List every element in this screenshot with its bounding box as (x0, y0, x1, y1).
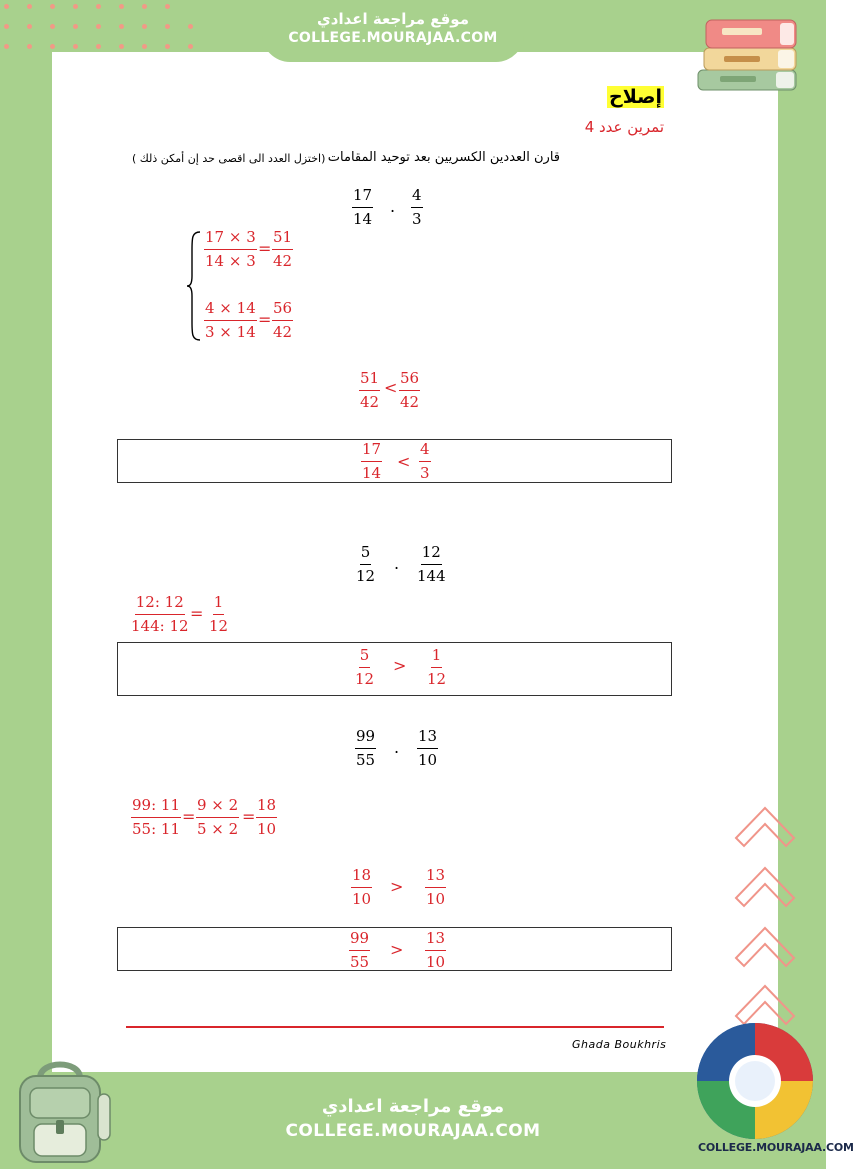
header-site-url: COLLEGE.MOURAJAA.COM (288, 30, 498, 46)
logo-site-url: COLLEGE.MOURAJAA.COM (698, 1141, 854, 1154)
equals-sign: = (258, 239, 272, 258)
decorative-dot (27, 24, 32, 29)
separator-dot: . (394, 738, 400, 757)
footer-site-name-ar: موقع مراجعة اعدادي (321, 1096, 505, 1117)
system-brace (186, 230, 202, 342)
header-site-banner[interactable] (262, 0, 524, 62)
decorative-dot (119, 4, 124, 9)
instruction-text: قارن العددين الكسريين بعد توحيد المقامات (327, 150, 560, 165)
fraction-ans2-left: $\frac{5}{12}$ (355, 646, 375, 688)
fraction-q3-left: $\frac{99}{55}$ (356, 727, 376, 769)
decorative-dot (188, 24, 193, 29)
fraction-step-rhs: $\frac{1}{12}$ (209, 593, 229, 635)
fraction-ans1-right: $\frac{4}{3}$ (420, 440, 430, 482)
comparison-sign: > (390, 877, 404, 896)
subjects-wheel-icon (694, 1020, 816, 1142)
decorative-dot (73, 24, 78, 29)
comparison-sign: < (384, 378, 398, 397)
exercise-label: تمرين عدد 4 (584, 118, 664, 136)
decorative-dots (4, 4, 204, 54)
author-signature: Ghada Boukhris (572, 1038, 667, 1051)
equals-sign: = (258, 310, 272, 329)
decorative-dot (119, 24, 124, 29)
footer-site-url: COLLEGE.MOURAJAA.COM (285, 1121, 541, 1141)
decorative-dot (142, 24, 147, 29)
fraction-step1-rhs: $\frac{51}{42}$ (273, 228, 293, 270)
decorative-dot (96, 44, 101, 49)
fraction-ans2-right: $\frac{1}{12}$ (427, 646, 447, 688)
decorative-dot (165, 4, 170, 9)
fraction-step2-rhs: $\frac{56}{42}$ (273, 299, 293, 341)
fraction-step-b: $\frac{9 \times 2}{5 \times 2}$ (197, 796, 239, 838)
fraction-step2-lhs: $\frac{4 \times 14}{3 \times 14}$ (205, 299, 256, 341)
answer-box-1 (117, 439, 672, 483)
page-title: إصلاح (609, 86, 662, 108)
fraction-step-a: $\frac{99: 11}{55: 11}$ (132, 796, 180, 838)
decorative-dot (119, 44, 124, 49)
decorative-dot (4, 4, 9, 9)
fraction-step-c: $\frac{18}{10}$ (257, 796, 277, 838)
fraction-q2-left: $\frac{5}{12}$ (356, 543, 376, 585)
instruction-note: (اختزل العدد الى اقصى حد إن أمكن ذلك ) (132, 152, 326, 165)
books-icon (692, 12, 802, 94)
decorative-dot (73, 4, 78, 9)
decorative-dot (4, 24, 9, 29)
fraction-q1-right: $\frac{4}{3}$ (412, 186, 422, 228)
fraction-q1-left: $\frac{17}{14}$ (353, 186, 373, 228)
fraction-step-lhs: $\frac{12: 12}{144: 12}$ (131, 593, 189, 635)
header-site-name-ar: موقع مراجعة اعدادي (317, 10, 469, 28)
equals-sign: = (182, 807, 196, 826)
decorative-dot (142, 4, 147, 9)
equals-sign: = (242, 807, 256, 826)
decorative-dot (50, 4, 55, 9)
answer-sign: > (390, 940, 404, 959)
decorative-dot (96, 24, 101, 29)
frame-left (0, 0, 52, 1169)
decorative-dot (73, 44, 78, 49)
decorative-dot (165, 44, 170, 49)
answer-sign: < (397, 452, 411, 471)
chevron-up-icon (734, 794, 796, 1024)
decorative-dot (27, 4, 32, 9)
decorative-dot (27, 44, 32, 49)
decorative-dot (142, 44, 147, 49)
decorative-dot (50, 24, 55, 29)
fraction-cmp3-right: $\frac{13}{10}$ (426, 866, 446, 908)
backpack-icon (6, 1054, 114, 1166)
fraction-ans3-right: $\frac{13}{10}$ (426, 929, 446, 971)
separator-dot: . (394, 554, 400, 573)
fraction-cmp1-left: $\frac{51}{42}$ (360, 369, 380, 411)
decorative-dot (50, 44, 55, 49)
separator-dot: . (390, 197, 396, 216)
footer-site-banner[interactable] (268, 1072, 558, 1169)
fraction-cmp3-left: $\frac{18}{10}$ (352, 866, 372, 908)
footer-divider (126, 1026, 664, 1028)
fraction-ans1-left: $\frac{17}{14}$ (362, 440, 382, 482)
fraction-ans3-left: $\frac{99}{55}$ (350, 929, 370, 971)
decorative-dot (96, 4, 101, 9)
fraction-q3-right: $\frac{13}{10}$ (418, 727, 438, 769)
decorative-dot (188, 44, 193, 49)
decorative-dot (165, 24, 170, 29)
fraction-step1-lhs: $\frac{17 \times 3}{14 \times 3}$ (205, 228, 256, 270)
equals-sign: = (190, 604, 204, 623)
answer-sign: > (393, 656, 407, 675)
decorative-dot (4, 44, 9, 49)
fraction-cmp1-right: $\frac{56}{42}$ (400, 369, 420, 411)
fraction-q2-right: $\frac{12}{144}$ (417, 543, 446, 585)
